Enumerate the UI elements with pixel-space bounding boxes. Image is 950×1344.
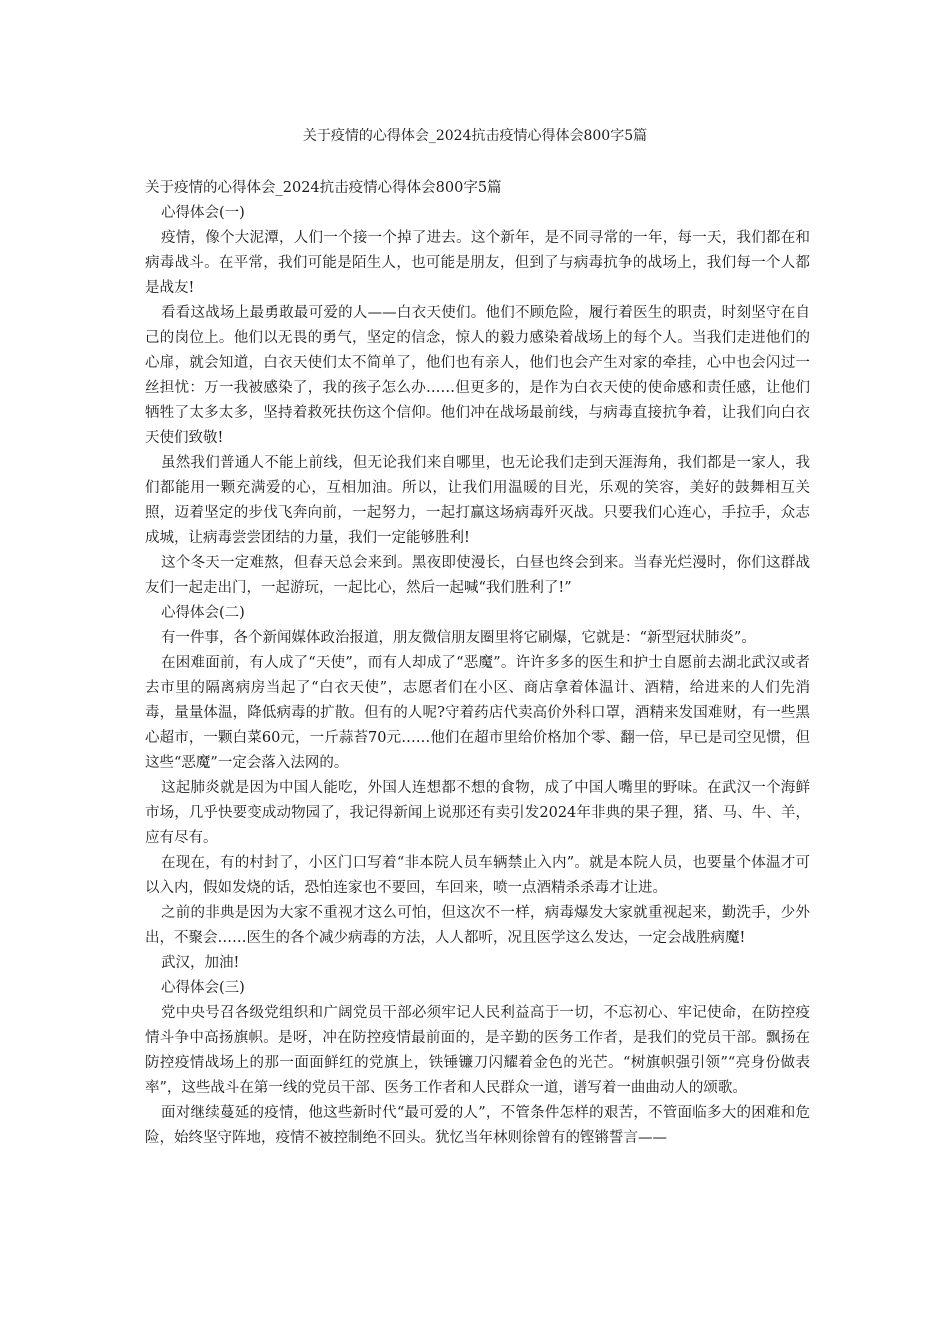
paragraph: 疫情，像个大泥潭，人们一个接一个掉了进去。这个新年，是不同寻常的一年，每一天，我们都在和病毒战斗。在平常，我们可能是陌生人，也可能是朋友，但到了与病毒抗争的战场上，我们每一个人都是战友!	[145, 230, 810, 296]
paragraph: 看看这战场上最勇敢最可爱的人——白衣天使们。他们不顾危险，履行着医生的职责，时刻坚守在自己的岗位上。他们以无畏的勇气，坚定的信念，惊人的毅力感染着战场上的每个人。当我们走进他们的心扉，就会知道，白衣天使们太不简单了，他们也有亲人，他们也会产生对家的牵挂，心中也会闪过一丝担忧：万一我被感染了，我的孩子怎么办……但更多的，是作为白衣天使的使命感和责任感，让他们牺牲了太多太多，坚持着救死扶伤这个信仰。他们冲在战场最前线，与病毒直接抗争着，让我们向白衣天使们致敬!	[145, 305, 810, 446]
document-title: 关于疫情的心得体会_2024抗击疫情心得体会800字5篇	[302, 128, 648, 144]
paragraph: 虽然我们普通人不能上前线，但无论我们来自哪里，也无论我们走到天涯海角，我们都是一家人，我们都能用一颗充满爱的心，互相加油。所以，让我们用温暖的目光，乐观的笑容，美好的鼓舞相互关照，迈着坚定的步伐飞奔向前，一起努力，一起打赢这场病毒歼灭战。只要我们心连心，手拉手，众志成城，让病毒尝尝团结的力量，我们一定能够胜利!	[145, 455, 810, 546]
paragraph: 武汉，加油!	[161, 955, 240, 971]
paragraph: 之前的非典是因为大家不重视才这么可怕，但这次不一样，病毒爆发大家就重视起来，勤洗手，少外出，不聚会……医生的各个减少病毒的方法，人人都听，况且医学这么发达，一定会战胜病魔!	[145, 905, 810, 946]
document-subtitle: 关于疫情的心得体会_2024抗击疫情心得体会800字5篇	[145, 180, 502, 196]
paragraph: 在困难面前，有人成了“天使”，而有人却成了“恶魔”。许许多多的医生和护士自愿前去湖北武汉或者去市里的隔离病房当起了“白衣天使”，志愿者们在小区、商店拿着体温计、酒精，给进来的人们先消毒，量量体温，降低病毒的扩散。但有的人呢?守着药店代卖高价外科口罩，酒精来发国难财，有一些黑心超市，一颗白菜60元，一斤蒜苔70元……他们在超市里给价格加个零、翻一倍，早已是司空见惯，但这些“恶魔”一定会落入法网的。	[145, 655, 810, 771]
paragraph: 在现在，有的村封了，小区门口写着“非本院人员车辆禁止入内”。就是本院人员，也要量个体温才可以入内，假如发烧的话，恐怕连家也不要回，车回来，喷一点酒精杀杀毒才让进。	[145, 855, 810, 896]
paragraph: 这起肺炎就是因为中国人能吃，外国人连想都不想的食物，成了中国人嘴里的野味。在武汉一个海鲜市场，几乎快要变成动物园了，我记得新闻上说那还有卖引发2024年非典的果子狸，猪、马、牛、羊，应有尽有。	[145, 780, 810, 846]
document-body	[145, 176, 810, 1151]
paragraph: 面对继续蔓延的疫情，他这些新时代“最可爱的人”，不管条件怎样的艰苦，不管面临多大的困难和危险，始终坚守阵地，疫情不被控制绝不回头。犹忆当年林则徐曾有的铿锵誓言——	[145, 1105, 810, 1146]
paragraph: 这个冬天一定难熬，但春天总会来到。黑夜即使漫长，白昼也终会到来。当春光烂漫时，你们这群战友们一起走出门，一起游玩，一起比心，然后一起喊“我们胜利了!”	[145, 555, 810, 596]
paragraph: 有一件事，各个新闻媒体政治报道，朋友微信朋友圈里将它刷爆，它就是：“新型冠状肺炎”。	[161, 630, 756, 646]
section-heading-2: 心得体会(二)	[161, 605, 245, 621]
section-heading-1: 心得体会(一)	[161, 205, 245, 221]
section-heading-3: 心得体会(三)	[161, 980, 245, 996]
paragraph: 党中央号召各级党组织和广阔党员干部必须牢记人民利益高于一切，不忘初心、牢记使命，在防控疫情斗争中高扬旗帜。是呀，冲在防控疫情最前面的，是辛勤的医务工作者，是我们的党员干部。飘扬在防控疫情战场上的那一面面鲜红的党旗上，铁锤镰刀闪耀着金色的光芒。“树旗帜强引领”“亮身份做表率”，这些战斗在第一线的党员干部、医务工作者和人民群众一道，谱写着一曲曲动人的颂歌。	[145, 1005, 810, 1096]
